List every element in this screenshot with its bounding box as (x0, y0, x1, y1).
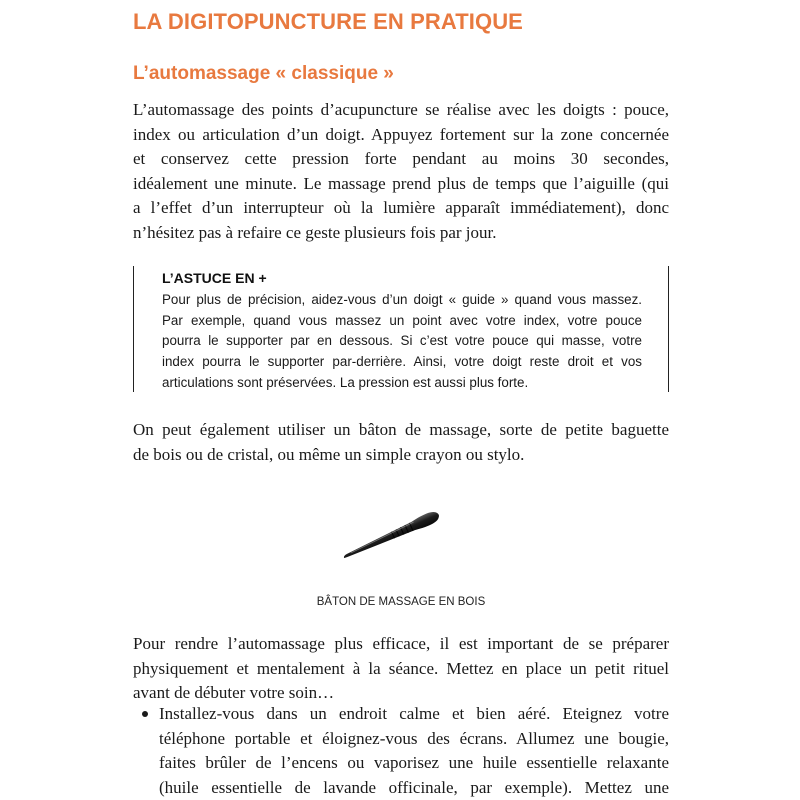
tip-title: L’ASTUCE EN + (162, 270, 267, 286)
tip-body (162, 290, 642, 394)
tip-line: pourra le supporter par en dessous. Si c’est votre pouce qui masse, votre (162, 333, 642, 349)
massage-stick-image (333, 500, 453, 570)
text-line: Pour rendre l’automassage plus efficace, il est important de se préparer (133, 634, 669, 653)
text-line: avant de débuter votre soin… (133, 683, 335, 702)
text-line: index ou articulation d’un doigt. Appuyez fortement sur la zone concernée (133, 124, 669, 144)
massage-stick-icon (333, 500, 453, 570)
text-line: a l’effet d’un interrupteur où la lumière apparaît immédiatement), donc (133, 198, 669, 217)
bullet-icon (142, 711, 148, 717)
tip-line: Par exemple, quand vous massez un point avec votre index, votre pouce (162, 312, 642, 328)
text-line: physiquement et mentalement à la séance. Mettez en place un petit rituel (133, 658, 669, 678)
ritual-list (133, 702, 669, 800)
paragraph-massage-stick (133, 418, 669, 467)
text-line: L’automassage des points d’acupuncture se réalise avec les doigts : pouce, (133, 100, 669, 119)
text-line: Installez-vous dans un endroit calme et bien aéré. Eteignez votre (159, 704, 669, 723)
section-title: L’automassage « classique » (133, 63, 394, 84)
tip-line: index pourra le supporter par-derrière. Ainsi, votre doigt reste droit et vos (162, 354, 642, 370)
text-line: n’hésitez pas à refaire ce geste plusieurs fois par jour. (133, 222, 497, 242)
tip-line: Pour plus de précision, aidez-vous d’un doigt « guide » quand vous massez. (162, 292, 642, 307)
text-line: téléphone portable et éloignez-vous des écrans. Allumez une bougie, (159, 728, 669, 748)
figure-caption: BÂTON DE MASSAGE EN BOIS (316, 596, 486, 608)
text-line: On peut également utiliser un bâton de massage, sorte de petite baguette (133, 420, 669, 439)
text-line: (huile essentielle de lavande officinale, par exemple). Mettez une (159, 777, 669, 797)
chapter-title: LA DIGITOPUNCTURE EN PRATIQUE (133, 9, 523, 34)
text-line: idéalement une minute. Le massage prend plus de temps que l’aiguille (qui (133, 173, 669, 193)
paragraph-preparation (133, 632, 669, 706)
paragraph-automassage (133, 98, 669, 245)
tip-line: articulations sont préservées. La pression est aussi plus forte. (162, 374, 529, 390)
text-line: faites brûler de l’encens ou vaporisez une huile essentielle relaxante (159, 753, 669, 772)
tip-box (133, 266, 669, 392)
text-line: de bois ou de cristal, ou même un simple crayon ou stylo. (133, 444, 525, 464)
list-item (133, 702, 669, 800)
text-line: et conservez cette pression forte pendant au moins 30 secondes, (133, 149, 669, 168)
